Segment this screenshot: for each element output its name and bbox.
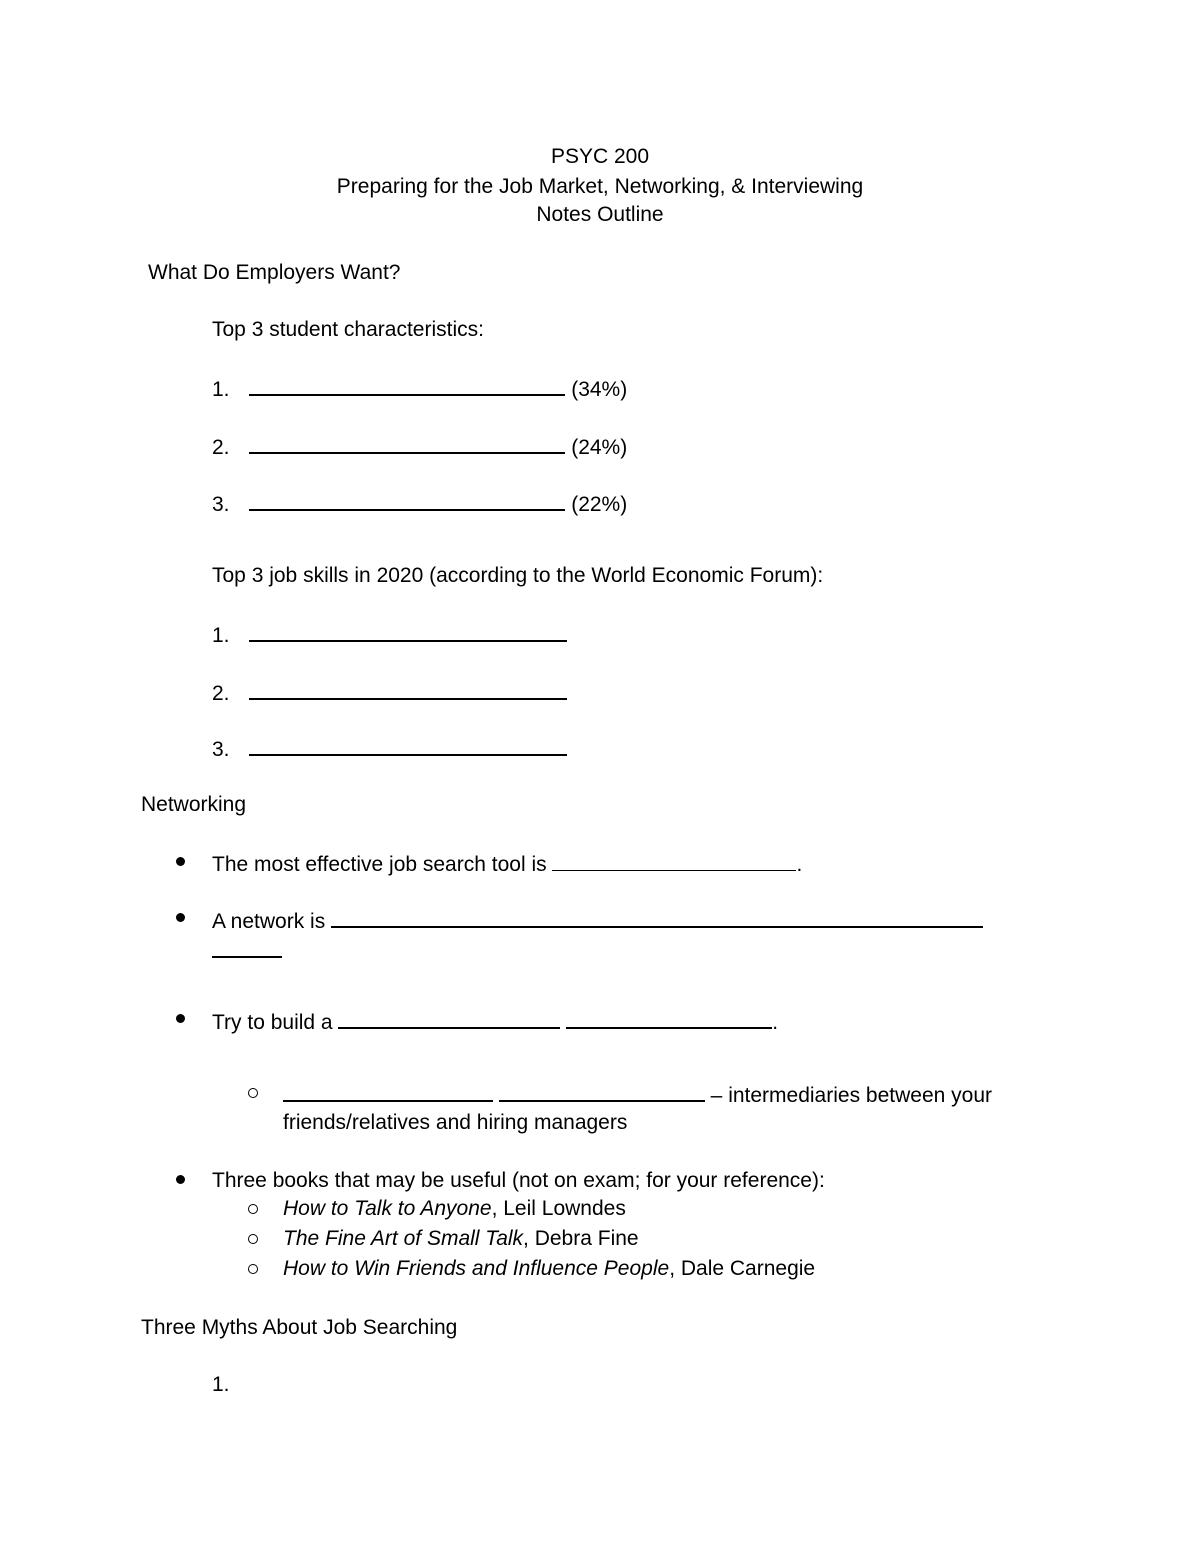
fill-in-blank bbox=[283, 1082, 493, 1102]
skill-item-3 bbox=[212, 736, 567, 760]
document-subtitle: Notes Outline bbox=[536, 203, 664, 226]
sub-bullet-icon bbox=[248, 1264, 258, 1274]
bullet-text: The most effective job search tool is bbox=[212, 853, 547, 876]
book-title: The Fine Art of Small Talk bbox=[283, 1227, 524, 1250]
fill-in-blank bbox=[249, 376, 565, 396]
book-title: How to Win Friends and Influence People bbox=[283, 1257, 670, 1280]
books-label: Three books that may be useful (not on exam; for your reference): bbox=[212, 1169, 825, 1192]
fill-in-blank bbox=[249, 491, 565, 511]
fill-in-blank bbox=[331, 908, 983, 928]
item-number: 1. bbox=[212, 378, 230, 401]
characteristic-item-1 bbox=[212, 376, 627, 400]
sub-bullet-icon bbox=[248, 1204, 258, 1214]
book-author: , Leil Lowndes bbox=[491, 1197, 626, 1220]
item-percent: (34%) bbox=[571, 378, 628, 401]
book-author: , Dale Carnegie bbox=[669, 1257, 816, 1280]
document-title: Preparing for the Job Market, Networking, & Interviewing bbox=[336, 175, 864, 198]
bullet-suffix: . bbox=[772, 1011, 779, 1034]
item-number: 2. bbox=[212, 436, 230, 459]
characteristic-item-3 bbox=[212, 491, 627, 515]
characteristic-item-2 bbox=[212, 434, 627, 458]
skill-item-2 bbox=[212, 680, 567, 704]
networking-bullet-2-continuation bbox=[212, 938, 282, 962]
bullet-icon bbox=[176, 857, 185, 866]
bullet-icon bbox=[176, 913, 185, 922]
fill-in-blank bbox=[212, 938, 282, 958]
characteristics-label: Top 3 student characteristics: bbox=[212, 318, 484, 341]
book-item-2 bbox=[283, 1228, 639, 1249]
book-item-1 bbox=[283, 1198, 626, 1219]
item-number: 2. bbox=[212, 682, 230, 705]
section-heading-employers: What Do Employers Want? bbox=[148, 261, 401, 284]
course-code: PSYC 200 bbox=[550, 145, 650, 168]
skills-label: Top 3 job skills in 2020 (according to the World Economic Forum): bbox=[212, 564, 824, 587]
item-percent: (22%) bbox=[571, 493, 628, 516]
networking-bullet-2 bbox=[212, 908, 983, 932]
section-heading-networking: Networking bbox=[141, 793, 247, 816]
item-percent: (24%) bbox=[571, 436, 628, 459]
bullet-text: Try to build a bbox=[212, 1011, 333, 1034]
book-item-3 bbox=[283, 1258, 815, 1279]
book-author: , Debra Fine bbox=[523, 1227, 639, 1250]
fill-in-blank bbox=[249, 622, 567, 642]
bullet-suffix: . bbox=[796, 853, 803, 876]
networking-bullet-1 bbox=[212, 852, 802, 875]
fill-in-blank bbox=[552, 852, 796, 871]
networking-sub-bullet-1-line2: friends/relatives and hiring managers bbox=[283, 1111, 628, 1134]
fill-in-blank bbox=[249, 736, 567, 756]
sub-bullet-icon bbox=[248, 1088, 258, 1098]
fill-in-blank bbox=[338, 1009, 560, 1029]
sub-bullet-icon bbox=[248, 1234, 258, 1244]
fill-in-blank bbox=[249, 434, 565, 454]
item-number: 3. bbox=[212, 738, 230, 761]
item-number: 1. bbox=[212, 624, 230, 647]
bullet-text: A network is bbox=[212, 910, 326, 933]
section-heading-myths: Three Myths About Job Searching bbox=[141, 1316, 458, 1339]
bullet-icon bbox=[176, 1014, 185, 1023]
myth-item-1: 1. bbox=[212, 1373, 230, 1396]
fill-in-blank bbox=[249, 680, 567, 700]
fill-in-blank bbox=[566, 1009, 772, 1029]
fill-in-blank bbox=[499, 1082, 705, 1102]
skill-item-1 bbox=[212, 622, 567, 646]
sub-bullet-text: – intermediaries between your bbox=[704, 1084, 992, 1107]
networking-bullet-3 bbox=[212, 1009, 778, 1033]
bullet-icon bbox=[176, 1175, 185, 1184]
networking-sub-bullet-1 bbox=[283, 1082, 992, 1106]
item-number: 3. bbox=[212, 493, 230, 516]
book-title: How to Talk to Anyone bbox=[283, 1197, 492, 1220]
